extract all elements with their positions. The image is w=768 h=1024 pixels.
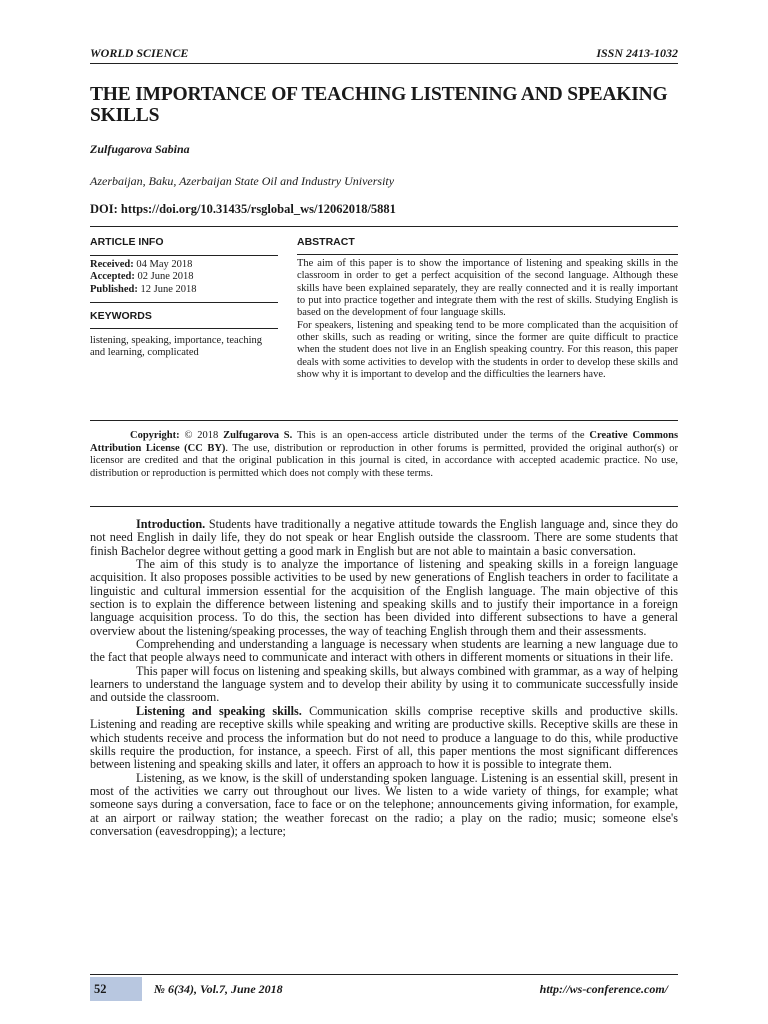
doi-link[interactable]: DOI: https://doi.org/10.31435/rsglobal_ws/12062018/5881 (90, 202, 396, 216)
published-label: Published: (90, 283, 138, 295)
copyright-text-1: This is an open-access article distributed under the terms of the (296, 430, 585, 441)
article-info-divider (90, 255, 278, 256)
issn: ISSN 2413-1032 (596, 46, 678, 60)
website-link[interactable]: http://ws-conference.com/ (539, 981, 668, 996)
copyright-label: Copyright: (130, 430, 180, 441)
author-affiliation: Azerbaijan, Baku, Azerbaijan State Oil and Industry University (90, 174, 395, 188)
header-divider (90, 63, 678, 64)
author-name: Zulfugarova Sabina (90, 142, 190, 156)
page-number: 52 (90, 977, 142, 1001)
received-date: 04 May 2018 (136, 258, 193, 270)
page-footer (90, 977, 678, 1001)
copyright-notice (90, 430, 678, 480)
journal-name: WORLD SCIENCE (90, 46, 189, 60)
keywords-divider (90, 328, 278, 329)
article-title: THE IMPORTANCE OF TEACHING LISTENING AND SPEAKING SKILLS (90, 84, 668, 126)
abstract-heading: ABSTRACT (297, 236, 355, 248)
abstract-section (297, 236, 678, 381)
meta-top-divider (90, 226, 678, 227)
keywords-section (90, 310, 278, 360)
copyright-divider (90, 506, 678, 507)
body-paragraph-4: This paper will focus on listening and speaking skills, but always combined with grammar, as a way of helping learners to understand the language system and to develop their ability by using it to communicate successfully inside and outside the classroom. (90, 663, 678, 705)
footer-divider (90, 974, 678, 975)
running-header (90, 46, 678, 61)
journal-issue: № 6(34), Vol.7, June 2018 (154, 981, 283, 996)
abstract-paragraph-1: The aim of this paper is to show the importance of listening and speaking skills in the classroom in order to get a perfect acquisition of the second language. Although these skills have been explained separately, they are really connected and it is really important to put into practice together and integrate them with the rest of skills. Studying English is based on the development of four language skills. (297, 258, 678, 319)
copyright-text-2: . The use, distribution or reproduction in other forums is permitted, provided the original author(s) or licensor are credited and that the original publication in this journal is cited, in accordance with accepted academic practice. No use, distribution or reproduction is permitted which does not comply with these terms. (90, 442, 678, 479)
published-date: 12 June 2018 (140, 283, 197, 295)
keywords-top-divider (90, 302, 278, 303)
license-name[interactable]: Creative Commons Attribution License (CC BY) (90, 430, 679, 454)
listening-speaking-paragraph (90, 705, 678, 772)
received-label: Received: (90, 258, 134, 270)
article-body (90, 518, 678, 838)
article-info-heading: ARTICLE INFO (90, 236, 164, 248)
intro-heading: Introduction. (136, 517, 206, 531)
keywords-heading: KEYWORDS (90, 310, 152, 322)
intro-paragraph (90, 518, 678, 558)
listening-speaking-text: Communication skills comprise receptive skills and productive skills. Listening and reading are receptive skills while speaking and writing are productive skills. Receptive skills are these in which students receive and process the information but do not need to produce a language to do this, while productive skills require the production, for instance, a speech. First of all, this paper mentions the most significant differences between listening and speaking skills and later, it offers an approach to how it is possible to integrate them. (90, 703, 679, 772)
copyright-year: © 2018 (184, 430, 219, 441)
copyright-holder: Zulfugarova S. (223, 430, 293, 441)
abstract-divider (297, 254, 678, 255)
body-paragraph-6: Listening, as we know, is the skill of understanding spoken language. Listening is an essential skill, present in most of the activities we carry out throughout our lives. We listen to a wide variety of things, for example; what someone says during a conversation, face to face or on the telephone; announcements giving information, for example, at an airport or railway station; the weather forecast on the radio; a play on the radio; music; someone else's conversation (eavesdropping); a lecture; (90, 770, 678, 838)
keywords-list: listening, speaking, importance, teaching and learning, complicated (90, 334, 263, 358)
listening-speaking-heading: Listening and speaking skills. (136, 703, 302, 718)
accepted-label: Accepted: (90, 271, 135, 282)
received-line (90, 259, 278, 272)
published-line (90, 284, 278, 297)
abstract-paragraph-2: For speakers, listening and speaking tend to be more complicated than the acquisition of other skills, such as reading or writing, since the former are quite difficult to practice when the student does not live in an English speaking country. For this reason, this paper deals with some activities to develop with the students in order to develop these skills and show why it is important to develop and the difficulties the learners have. (297, 319, 678, 381)
body-paragraph-2: The aim of this study is to analyze the importance of listening and speaking skills in a foreign language acquisition. It also proposes possible activities to be used by new generations of English teachers in order to facilitate a linguistic and cultural immersion essential for the acquisition of the English language. The main objective of this section is to explain the difference between listening and speaking skills and to justify their importance in a foreign language acquisition process. To do this, the section has been divided into different subsections to have a general overview about the listening/speaking processes, the way of teaching English through them and their assessments. (90, 557, 678, 638)
accepted-date: 02 June 2018 (137, 271, 194, 282)
body-paragraph-3: Comprehending and understanding a language is necessary when students are learning a new language due to the fact that people always need to communicate and interact with others in different moments or situations in their life. (90, 637, 678, 665)
meta-bottom-divider (90, 420, 678, 421)
article-info-section (90, 236, 278, 296)
intro-text: Students have traditionally a negative attitude towards the English language and, since they do not need English in daily life, they do not speak or hear English outside the classroom. There are some students that finish Bachelor degree without getting a good mark in English but are not able to maintain a basic conversation. (90, 517, 679, 558)
accepted-line (90, 271, 278, 284)
